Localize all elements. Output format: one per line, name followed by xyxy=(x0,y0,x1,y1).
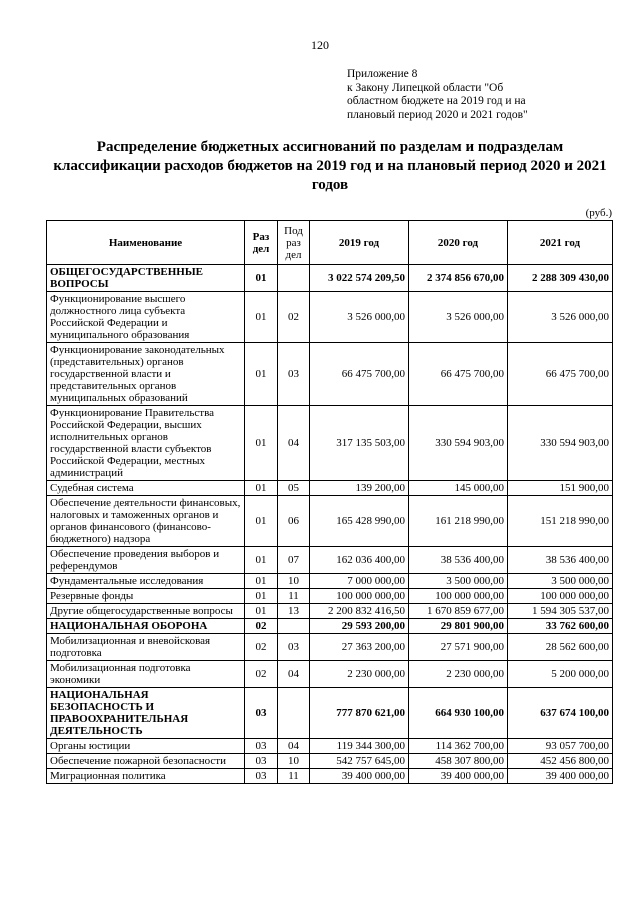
row-name: Функционирование высшего должностного лица субъекта Российской Федерации и муниципального образования xyxy=(47,292,245,343)
row-2021: 3 526 000,00 xyxy=(508,292,613,343)
row-name: Обеспечение деятельности финансовых, налоговых и таможенных органов и органов финансового (финансово-бюджетного) надзора xyxy=(47,496,245,547)
row-subsection: 03 xyxy=(278,343,310,406)
row-2019: 3 022 574 209,50 xyxy=(310,265,409,292)
row-section: 01 xyxy=(245,547,278,574)
row-2020: 1 670 859 677,00 xyxy=(409,604,508,619)
title-line: классификации расходов бюджетов на 2019 год и на плановый период 2020 и 2021 xyxy=(53,158,607,174)
row-2019: 542 757 645,00 xyxy=(310,754,409,769)
row-name: Мобилизационная и вневойсковая подготовка xyxy=(47,634,245,661)
row-2019: 29 593 200,00 xyxy=(310,619,409,634)
row-section: 02 xyxy=(245,634,278,661)
row-section: 03 xyxy=(245,754,278,769)
header-section: Раз дел xyxy=(245,221,278,265)
row-2021: 33 762 600,00 xyxy=(508,619,613,634)
row-subsection xyxy=(278,619,310,634)
row-2021: 66 475 700,00 xyxy=(508,343,613,406)
row-section: 02 xyxy=(245,661,278,688)
row-subsection: 11 xyxy=(278,589,310,604)
budget-table xyxy=(46,220,613,784)
row-2019: 165 428 990,00 xyxy=(310,496,409,547)
row-section: 01 xyxy=(245,604,278,619)
row-subsection: 03 xyxy=(278,634,310,661)
row-2021: 93 057 700,00 xyxy=(508,739,613,754)
row-2021: 1 594 305 537,00 xyxy=(508,604,613,619)
row-2019: 317 135 503,00 xyxy=(310,406,409,481)
row-2021: 151 900,00 xyxy=(508,481,613,496)
header-subsection: Под раз дел xyxy=(278,221,310,265)
row-2021: 151 218 990,00 xyxy=(508,496,613,547)
row-2020: 66 475 700,00 xyxy=(409,343,508,406)
row-2020: 38 536 400,00 xyxy=(409,547,508,574)
row-name: Другие общегосударственные вопросы xyxy=(47,604,245,619)
row-subsection: 10 xyxy=(278,754,310,769)
row-2020: 3 526 000,00 xyxy=(409,292,508,343)
row-subsection: 10 xyxy=(278,574,310,589)
row-2019: 2 230 000,00 xyxy=(310,661,409,688)
row-2019: 777 870 621,00 xyxy=(310,688,409,739)
row-section: 01 xyxy=(245,589,278,604)
row-2020: 145 000,00 xyxy=(409,481,508,496)
row-section: 03 xyxy=(245,739,278,754)
row-2021: 3 500 000,00 xyxy=(508,574,613,589)
row-name: Обеспечение пожарной безопасности xyxy=(47,754,245,769)
row-name: ОБЩЕГОСУДАРСТВЕННЫЕ ВОПРОСЫ xyxy=(47,265,245,292)
row-2019: 162 036 400,00 xyxy=(310,547,409,574)
row-2020: 458 307 800,00 xyxy=(409,754,508,769)
table-row xyxy=(47,343,613,406)
table-row xyxy=(47,496,613,547)
row-section: 01 xyxy=(245,343,278,406)
row-section: 01 xyxy=(245,265,278,292)
table-row xyxy=(47,574,613,589)
row-2019: 2 200 832 416,50 xyxy=(310,604,409,619)
row-2021: 39 400 000,00 xyxy=(508,769,613,784)
appendix-note xyxy=(347,68,577,122)
table-row xyxy=(47,547,613,574)
row-2019: 119 344 300,00 xyxy=(310,739,409,754)
row-name: Миграционная политика xyxy=(47,769,245,784)
row-2021: 2 288 309 430,00 xyxy=(508,265,613,292)
table-row xyxy=(47,292,613,343)
row-2019: 66 475 700,00 xyxy=(310,343,409,406)
row-2019: 27 363 200,00 xyxy=(310,634,409,661)
row-2019: 7 000 000,00 xyxy=(310,574,409,589)
header-2019: 2019 год xyxy=(310,221,409,265)
row-name: Функционирование законодательных (представительных) органов государственной власти и представительных органов муниципальных образований xyxy=(47,343,245,406)
row-2020: 100 000 000,00 xyxy=(409,589,508,604)
table-row xyxy=(47,619,613,634)
page-number: 120 xyxy=(311,38,329,52)
table-row xyxy=(47,604,613,619)
row-2020: 3 500 000,00 xyxy=(409,574,508,589)
table-row xyxy=(47,754,613,769)
row-section: 01 xyxy=(245,496,278,547)
row-2020: 39 400 000,00 xyxy=(409,769,508,784)
row-subsection xyxy=(278,688,310,739)
title-line: годов xyxy=(311,177,349,193)
table-row xyxy=(47,739,613,754)
row-name: Органы юстиции xyxy=(47,739,245,754)
row-2020: 2 230 000,00 xyxy=(409,661,508,688)
row-subsection: 07 xyxy=(278,547,310,574)
row-2020: 161 218 990,00 xyxy=(409,496,508,547)
row-subsection: 04 xyxy=(278,661,310,688)
row-2021: 100 000 000,00 xyxy=(508,589,613,604)
table-row xyxy=(47,406,613,481)
row-2021: 637 674 100,00 xyxy=(508,688,613,739)
row-section: 01 xyxy=(245,292,278,343)
header-2020: 2020 год xyxy=(409,221,508,265)
row-name: Функционирование Правительства Российской Федерации, высших исполнительных органов государственной власти субъектов Российской Федерации, местных администраций xyxy=(47,406,245,481)
row-name: Обеспечение проведения выборов и референдумов xyxy=(47,547,245,574)
appendix-line: Приложение 8 xyxy=(347,68,418,80)
row-subsection: 04 xyxy=(278,406,310,481)
row-2021: 28 562 600,00 xyxy=(508,634,613,661)
row-2019: 100 000 000,00 xyxy=(310,589,409,604)
row-2020: 330 594 903,00 xyxy=(409,406,508,481)
title-line: Распределение бюджетных ассигнований по разделам и подразделам xyxy=(96,139,564,155)
appendix-line: к Закону Липецкой области "Об xyxy=(347,81,504,94)
table-row xyxy=(47,634,613,661)
document-title xyxy=(40,138,620,195)
appendix-line: областном бюджете на 2019 год и на xyxy=(347,95,526,107)
row-2020: 2 374 856 670,00 xyxy=(409,265,508,292)
table-row xyxy=(47,769,613,784)
row-section: 01 xyxy=(245,481,278,496)
row-subsection: 13 xyxy=(278,604,310,619)
row-section: 03 xyxy=(245,769,278,784)
table-body xyxy=(47,265,613,784)
table-row xyxy=(47,589,613,604)
row-subsection: 04 xyxy=(278,739,310,754)
row-subsection xyxy=(278,265,310,292)
row-2019: 39 400 000,00 xyxy=(310,769,409,784)
row-subsection: 06 xyxy=(278,496,310,547)
row-name: НАЦИОНАЛЬНАЯ ОБОРОНА xyxy=(47,619,245,634)
row-2019: 3 526 000,00 xyxy=(310,292,409,343)
row-name: Фундаментальные исследования xyxy=(47,574,245,589)
row-section: 02 xyxy=(245,619,278,634)
row-2021: 452 456 800,00 xyxy=(508,754,613,769)
row-name: Резервные фонды xyxy=(47,589,245,604)
row-name: Судебная система xyxy=(47,481,245,496)
row-subsection: 02 xyxy=(278,292,310,343)
row-subsection: 05 xyxy=(278,481,310,496)
table-row xyxy=(47,265,613,292)
row-2020: 27 571 900,00 xyxy=(409,634,508,661)
row-section: 03 xyxy=(245,688,278,739)
row-2021: 38 536 400,00 xyxy=(508,547,613,574)
row-2020: 664 930 100,00 xyxy=(409,688,508,739)
table-row xyxy=(47,661,613,688)
row-name: НАЦИОНАЛЬНАЯ БЕЗОПАСНОСТЬ И ПРАВООХРАНИТЕЛЬНАЯ ДЕЯТЕЛЬНОСТЬ xyxy=(47,688,245,739)
currency-note: (руб.) xyxy=(585,207,612,219)
header-2021: 2021 год xyxy=(508,221,613,265)
row-section: 01 xyxy=(245,574,278,589)
row-2021: 330 594 903,00 xyxy=(508,406,613,481)
row-2019: 139 200,00 xyxy=(310,481,409,496)
row-section: 01 xyxy=(245,406,278,481)
row-name: Мобилизационная подготовка экономики xyxy=(47,661,245,688)
row-subsection: 11 xyxy=(278,769,310,784)
row-2020: 114 362 700,00 xyxy=(409,739,508,754)
table-row xyxy=(47,481,613,496)
table-row xyxy=(47,688,613,739)
table-header-row xyxy=(47,221,613,265)
header-name: Наименование xyxy=(47,221,245,265)
row-2021: 5 200 000,00 xyxy=(508,661,613,688)
row-2020: 29 801 900,00 xyxy=(409,619,508,634)
appendix-line: плановый период 2020 и 2021 годов" xyxy=(347,108,528,121)
